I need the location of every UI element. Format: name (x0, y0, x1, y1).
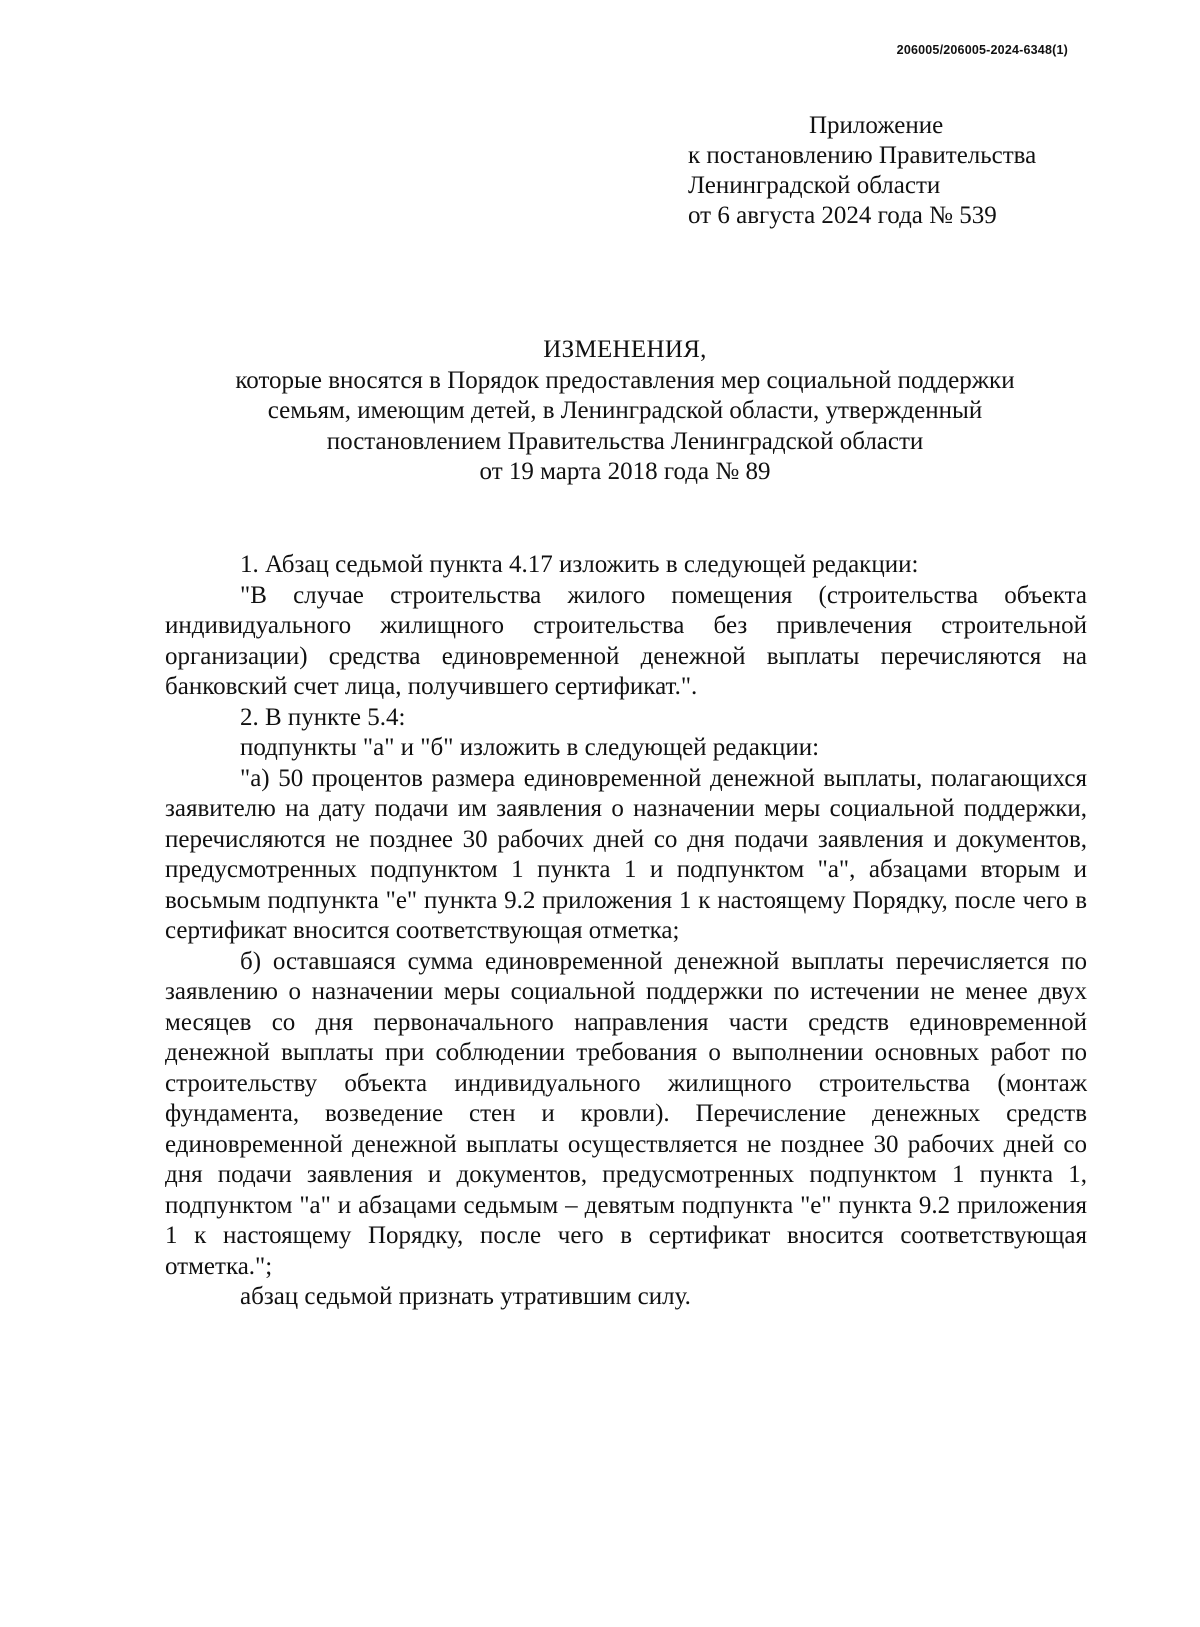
body-paragraph: 2. В пункте 5.4: (240, 703, 406, 731)
appendix-header (688, 111, 1036, 231)
appendix-line: от 6 августа 2024 года № 539 (688, 202, 997, 229)
appendix-line: Ленинградской области (688, 172, 941, 199)
title-line: которые вносятся в Порядок предоставления мер социальной поддержки (235, 366, 1015, 394)
document-title (160, 335, 1090, 488)
title-heading: ИЗМЕНЕНИЯ, (543, 336, 707, 363)
appendix-line: к постановлению Правительства (688, 142, 1037, 169)
body-paragraph: б) оставшаяся сумма единовременной денежной выплаты перечисляется по заявлению о назначении меры социальной поддержки по истечении не менее двух месяцев со дня первоначального направления части средств единовременной денежной выплаты при соблюдении требования о выполнении основных работ по строительству объекта индивидуального жилищного строительства (монтаж фундамента, возведение стен и кровли). Перечисление денежных средств единовременной денежной выплаты осуществляется не позднее 30 рабочих дней со дня подачи заявления и документов, предусмотренных подпунктом 1 пункта 1, подпунктом "а" и абзацами седьмым – девятым подпункта "е" пункта 9.2 приложения 1 к настоящему Порядку, после чего в сертификат вносится соответствующая отметка."; (165, 947, 1087, 1280)
document-id: 206005/206005-2024-6348(1) (896, 43, 1068, 57)
body-paragraph: абзац седьмой признать утратившим силу. (240, 1283, 691, 1310)
body-paragraph: подпункты "а" и "б" изложить в следующей редакции: (240, 734, 820, 761)
title-line: семьям, имеющим детей, в Ленинградской области, утвержденный (267, 397, 983, 424)
appendix-line: Приложение (809, 112, 944, 139)
body-paragraph: 1. Абзац седьмой пункта 4.17 изложить в следующей редакции: (240, 551, 919, 578)
title-line: от 19 марта 2018 года № 89 (479, 458, 771, 485)
title-line: постановлением Правительства Ленинградской области (326, 427, 924, 455)
body-paragraph: "а) 50 процентов размера единовременной денежной выплаты, полагающихся заявителю на дату подачи им заявления о назначении меры социальной поддержки, перечисляются не позднее 30 рабочих дней со дня подачи заявления и документов, предусмотренных подпунктом 1 пункта 1 и подпунктом "а", абзацами вторым и восьмым подпункта "е" пункта 9.2 приложения 1 к настоящему Порядку, после чего в сертификат вносится соответствующая отметка; (165, 764, 1087, 944)
document-body (165, 550, 1087, 1313)
body-paragraph: "В случае строительства жилого помещения (строительства объекта индивидуального жилищного строительства без привлечения строительной организации) средства единовременной денежной выплаты перечисляются на банковский счет лица, получившего сертификат.". (165, 581, 1087, 700)
